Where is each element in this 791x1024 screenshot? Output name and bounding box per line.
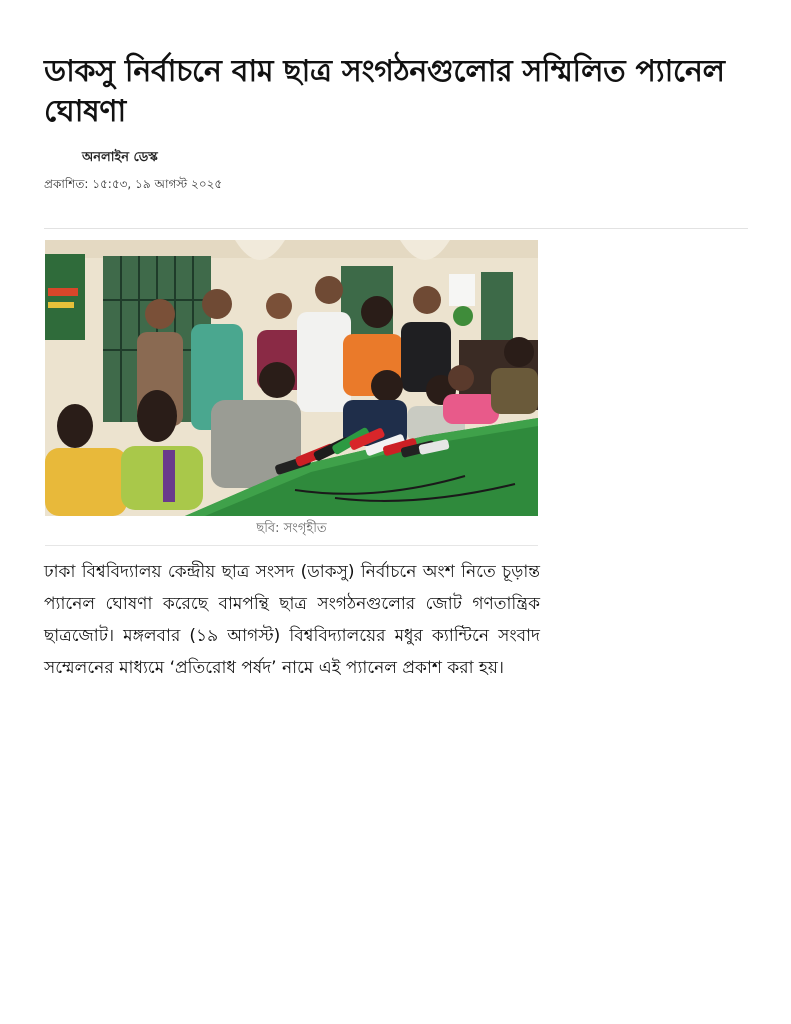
photo-caption: ছবি: সংগৃহীত — [256, 521, 327, 536]
divider — [45, 545, 538, 546]
published-time: প্রকাশিত: ১৫:৫৩, ১৯ আগস্ট ২০২৫ — [44, 177, 223, 191]
article-photo[interactable] — [45, 240, 538, 516]
article-headline: ডাকসু নির্বাচনে বাম ছাত্র সংগঠনগুলোর সম্মিলিত প্যানেল ঘোষণা — [44, 54, 725, 129]
article-body: ঢাকা বিশ্ববিদ্যালয় কেন্দ্রীয় ছাত্র সংসদ (ডাকসু) নির্বাচনে অংশ নিতে চূড়ান্ত প্যানেল ঘোষণা করেছে বামপন্থি ছাত্র সংগঠনগুলোর জোট গণতান্ত্রিক ছাত্রজোট। মঙ্গলবার (১৯ আগস্ট) বিশ্ববিদ্যালয়ের মধুর ক্যান্টিনে সংবাদ সম্মেলনের মাধ্যমে ‘প্রতিরোধ পর্ষদ’ নামে এই প্যানেল প্রকাশ করা হয়। — [44, 562, 540, 678]
divider — [44, 228, 748, 229]
byline[interactable]: অনলাইন ডেস্ক — [82, 150, 158, 165]
press-conference-photo — [45, 240, 538, 516]
